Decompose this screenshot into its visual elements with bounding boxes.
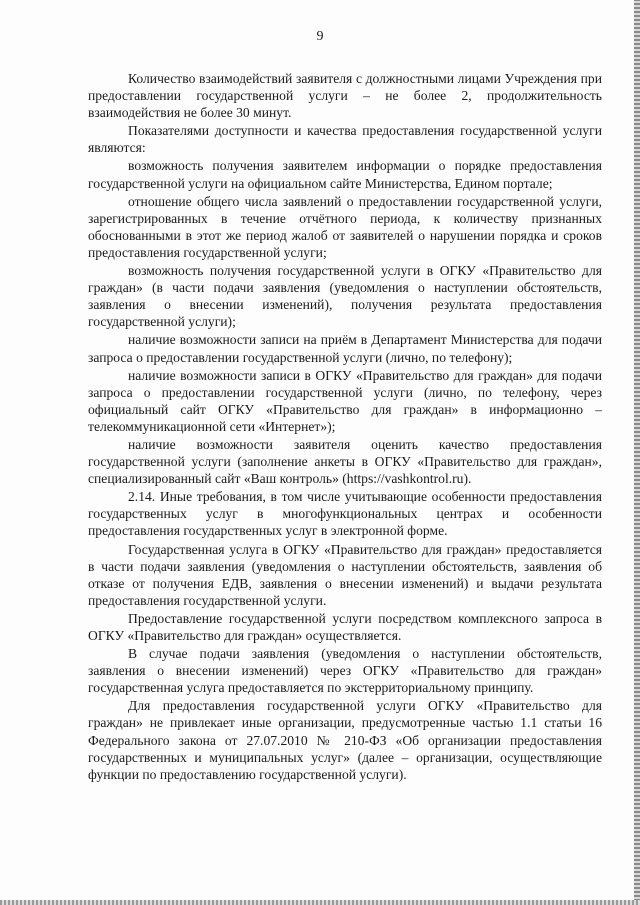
paragraph: возможность получения государственной услуги в ОГКУ «Правительство для граждан» (в части подачи заявления (уведомления о наступлении обстоятельств, заявления о внесении изменений), получения результата предоставления государственной услуги); <box>88 263 602 330</box>
scan-edge-bottom <box>0 900 640 905</box>
paragraph: Предоставление государственной услуги посредством комплексного запроса в ОГКУ «Правительство для граждан» осуществляется. <box>88 610 602 643</box>
paragraph: Для предоставления государственной услуги ОГКУ «Правительство для граждан» не привлекает иные организации, предусмотренные частью 1.1 статьи 16 Федерального закона от 27.07.2010 № 210-ФЗ «Об организации предоставления государственных и муниципальных услуг» (далее – организации, осуществляющие функции по предоставлению государственной услуги). <box>88 698 602 782</box>
document-body <box>88 70 602 784</box>
paragraph: В случае подачи заявления (уведомления о наступлении обстоятельств, заявления о внесении изменений) через ОГКУ «Правительство для граждан» государственная услуга предоставляется по экстерриториальному принципу. <box>88 646 602 696</box>
paragraph: наличие возможности записи в ОГКУ «Правительство для граждан» для подачи запроса о предоставлении государственной услуги (лично, по телефону, через официальный сайт ОГКУ «Правительство для граждан» в информационно – телекоммуникационной сети «Интернет»); <box>88 367 602 434</box>
paragraph: Количество взаимодействий заявителя с должностными лицами Учреждения при предоставлении государственной услуги – не более 2, продолжительность взаимодействия не более 30 минут. <box>88 71 602 121</box>
paragraph: наличие возможности записи на приём в Департамент Министерства для подачи запроса о предоставлении государственной услуги (лично, по телефону); <box>88 332 602 365</box>
paragraph: отношение общего числа заявлений о предоставлении государственной услуги, зарегистрированных в течение отчётного периода, к количеству признанных обоснованными в этот же период жалоб от заявителей о нарушении порядка и сроков предоставления государственной услуги; <box>88 193 602 260</box>
section-heading-2-14: 2.14. Иные требования, в том числе учитывающие особенности предоставления государственных услуг в многофункциональных центрах и особенности предоставления государственных услуг в электронной форме. <box>88 489 602 539</box>
paragraph: наличие возможности заявителя оценить качество предоставления государственной услуги (заполнение анкеты в ОГКУ «Правительство для граждан», специализированный сайт «Ваш контроль» (https://vashkontrol.ru). <box>88 436 602 487</box>
paragraph: Показателями доступности и качества предоставления государственной услуги являются: <box>88 123 602 156</box>
page-number: 9 <box>316 29 324 44</box>
paragraph: Государственная услуга в ОГКУ «Правительство для граждан» предоставляется в части подачи заявления (уведомления о наступлении обстоятельств, заявления об отказе от получения ЕДВ, заявления о внесении изменений) и выдачи результата предоставления государственной услуги. <box>88 541 602 608</box>
paragraph: возможность получения заявителем информации о порядке предоставления государственной услуги на официальном сайте Министерства, Едином портале; <box>88 158 602 191</box>
scan-edge-right <box>634 0 640 905</box>
